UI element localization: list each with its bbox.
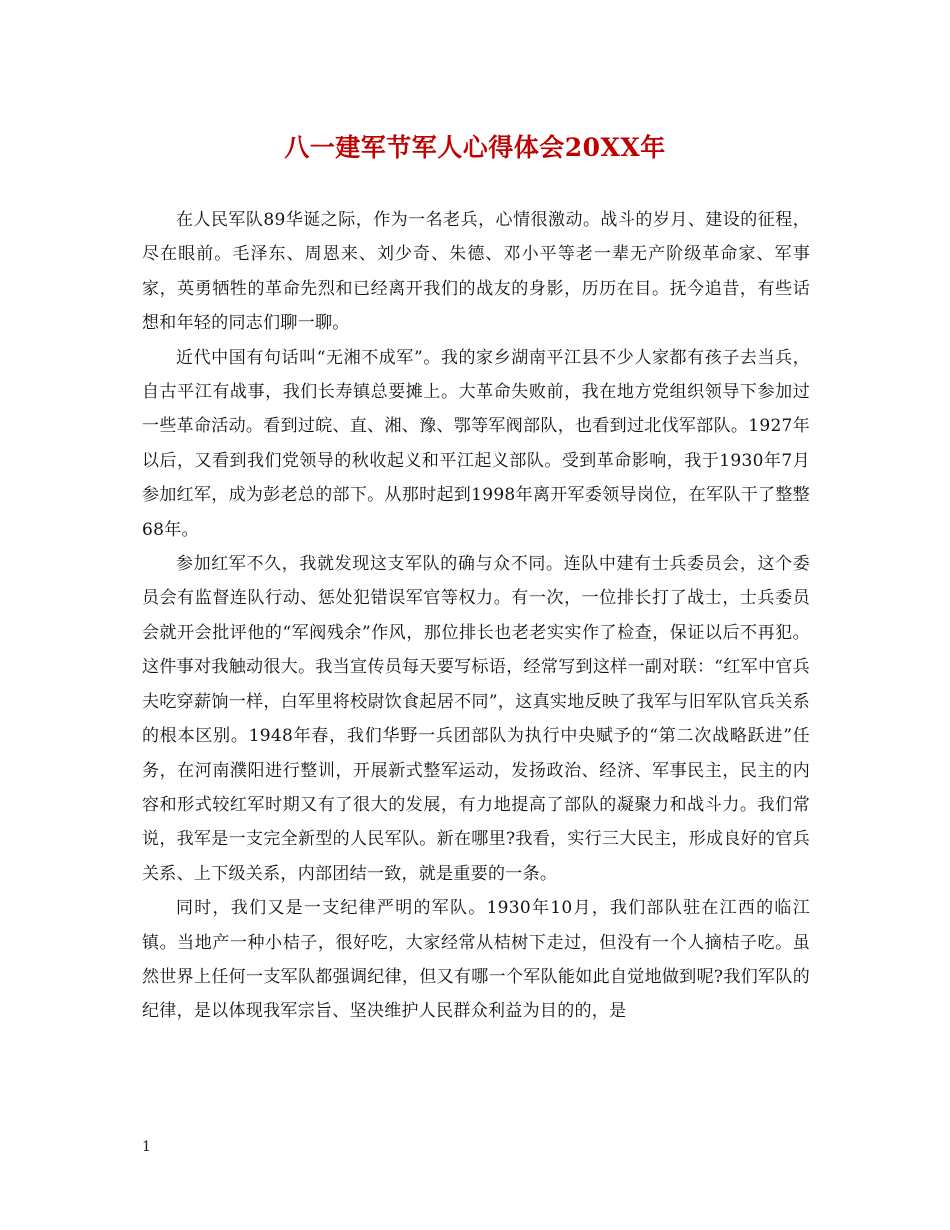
page-number: 1 <box>142 1139 151 1155</box>
paragraph: 近代中国有句话叫“无湘不成军”。我的家乡湖南平江县不少人家都有孩子去当兵，自古平江有战事，我们长寿镇总要摊上。大革命失败前，我在地方党组织领导下参加过一些革命活动。看到过皖、直、湘、豫、鄂等军阀部队，也看到过北伐军部队。1927年以后，又看到我们党领导的秋收起义和平江起义部队。受到革命影响，我于1930年7月参加红军，成为彭老总的部下。从那时起到1998年离开军委领导岗位，在军队干了整整68年。 <box>142 347 810 540</box>
document-title: 八一建军节军人心得体会20XX年 <box>284 133 666 162</box>
paragraph: 同时，我们又是一支纪律严明的军队。1930年10月，我们部队驻在江西的临江镇。当地产一种小桔子，很好吃，大家经常从桔树下走过，但没有一个人摘桔子吃。虽然世界上任何一支军队都强调纪律，但又有哪一个军队能如此自觉地做到呢?我们军队的纪律，是以体现我军宗旨、坚决维护人民群众利益为目的的，是 <box>142 898 810 1022</box>
paragraph: 在人民军队89华诞之际，作为一名老兵，心情很激动。战斗的岁月、建设的征程，尽在眼前。毛泽东、周恩来、刘少奇、朱德、邓小平等老一辈无产阶级革命家、军事家，英勇牺牲的革命先烈和已经离开我们的战友的身影，历历在目。抚今追昔，有些话想和年轻的同志们聊一聊。 <box>142 210 810 334</box>
document-body <box>142 203 810 1029</box>
paragraph: 参加红军不久，我就发现这支军队的确与众不同。连队中建有士兵委员会，这个委员会有监督连队行动、惩处犯错误军官等权力。有一次，一位排长打了战士，士兵委员会就开会批评他的“军阀残余”作风，那位排长也老老实实作了检查，保证以后不再犯。这件事对我触动很大。我当宣传员每天要写标语，经常写到这样一副对联：“红军中官兵夫吃穿薪饷一样，白军里将校尉饮食起居不同”，这真实地反映了我军与旧军队官兵关系的根本区别。1948年春，我们华野一兵团部队为执行中央赋予的“第二次战略跃进”任务，在河南濮阳进行整训，开展新式整军运动，发扬政治、经济、军事民主，民主的内容和形式较红军时期又有了很大的发展，有力地提高了部队的凝聚力和战斗力。我们常说，我军是一支完全新型的人民军队。新在哪里?我看，实行三大民主，形成良好的官兵关系、上下级关系，内部团结一致，就是重要的一条。 <box>142 554 810 884</box>
